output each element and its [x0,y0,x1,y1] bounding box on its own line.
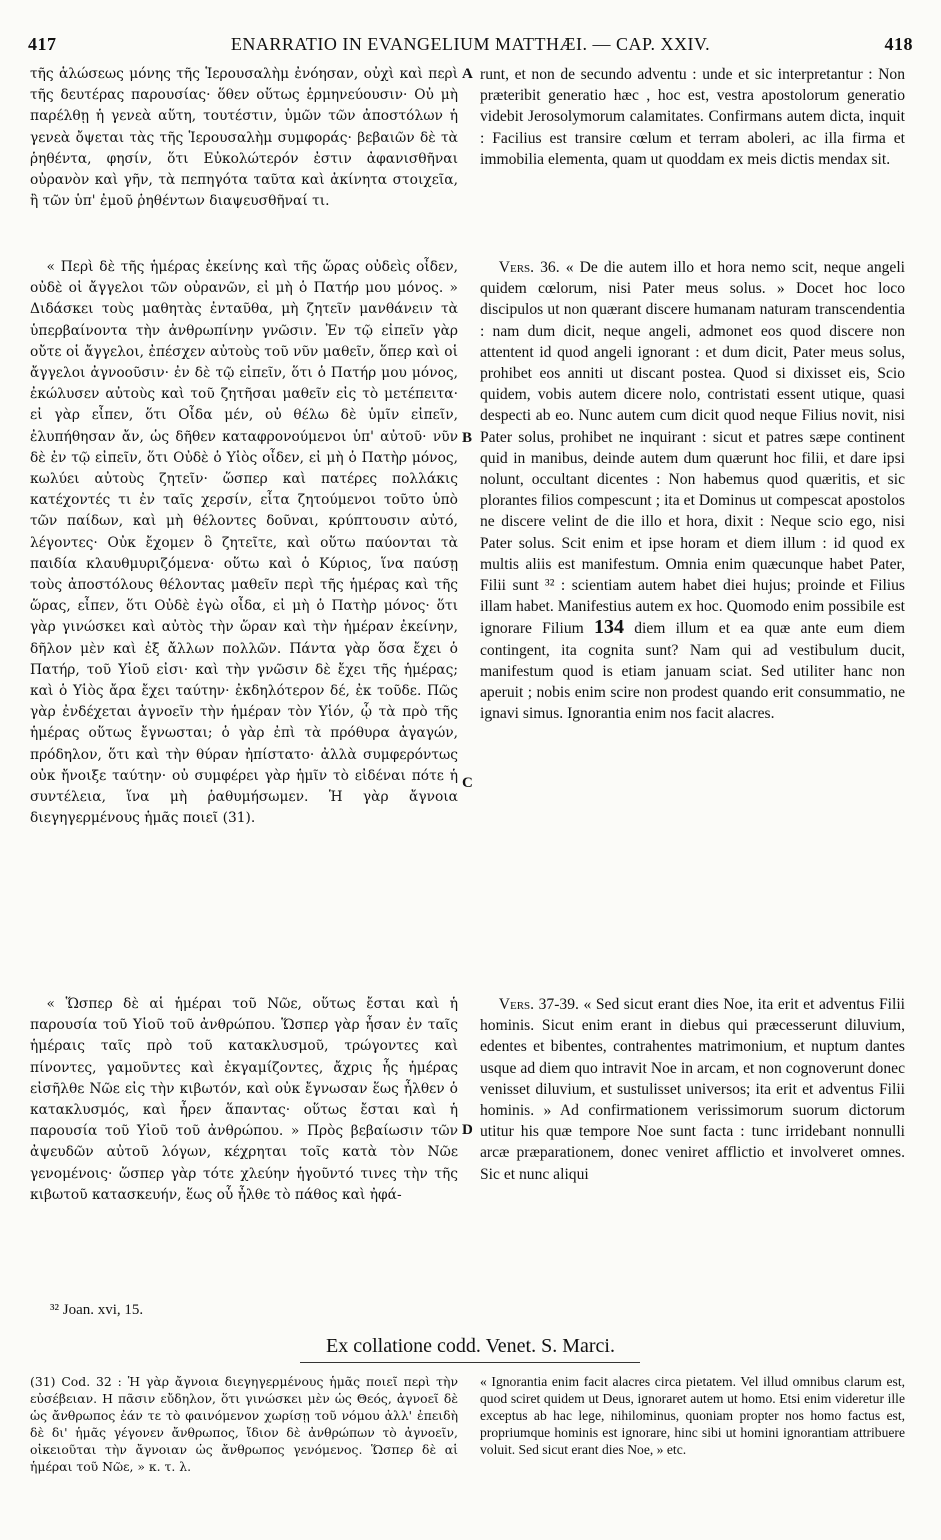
latin-paragraph-3: Vers. 37-39. « Sed sicut erant dies Noe, ita erit et adventus Filii hominis. Sicut enim erant in diebus qui præcesserunt diluvium, edentes et bibentes, contrahentes matrimonium, et nuptum dantes usque ad diem quo intravit Noe in arcam, et non cognoverunt donec venisset diluvium, et sustulisset universos; ita erit et adventus Filii hominis. » Ad confirmationem verissimorum suorum dictorum utitur his quæ tempore Noe sunt facta : tunc irridebant nonnulli arcæ præparationem, donec veniret afflictio et involveret omnes. Sic et nunc aliqui [480,996,906,1183]
greek-paragraph-2: « Περὶ δὲ τῆς ἡμέρας ἐκείνης καὶ τῆς ὥρας οὐδεὶς οἶδεν, οὐδὲ οἱ ἄγγελοι τῶν οὐρανῶν, εἰ μὴ ὁ Πατήρ μου μόνος. » Διδάσκει τοὺς μαθητὰς ἐνταῦθα, μὴ ζητεῖν μανθάνειν τὰ ὑπερβαίνοντα τὴν ἀνθρωπίνην γνῶσιν. Ἐν τῷ εἰπεῖν γὰρ οὔτε οἱ ἄγγελοι, ἐπέσχεν αὐτοὺς τοῦ νῦν μαθεῖν, ὅπερ καὶ οἱ ἄγγελοι ἀγνοοῦσιν· ἐν δὲ τῷ εἰπεῖν, ὅτι ὁ Πατήρ μου μόνος, ἐκώλυσεν αὐτοὺς καὶ τοῦ ζητῆσαι μαθεῖν εἰς τὸ μετέπειτα· εἰ γὰρ εἶπεν, ὅτι Οἶδα μέν, οὐ θέλω δὲ ὑμῖν εἰπεῖν, ἐλυπήθησαν ἄν, ὡς δῆθεν καταφρονούμενοι ὑπ' αὐτοῦ· νῦν δὲ ἐν τῷ εἰπεῖν, ὅτι Οὐδὲ ὁ Υἱὸς οἶδεν, εἰ μὴ ὁ Πατὴρ μόνος, κωλύει αὐτοὺς ζητεῖν· ὥσπερ καὶ πατέρες πολλάκις κατέχοντές τι ἐν ταῖς χερσίν, εἶτα ζητούμενοι τοῦτο ὑπὸ τῶν παίδων, καὶ μὴ θέλοντες δοῦναι, κρύπτουσιν αὐτό, λέγοντες· Οὐκ ἔχομεν ὃ ζητεῖτε, καὶ οὕτω παύονται τὰ παιδία κλαυθμυριζόμενα· οὕτω καὶ ὁ Κύριος, ἵνα παύσῃ τοὺς ἀποστόλους θέλοντας μαθεῖν περὶ τῆς ἡμέρας καὶ τῆς ὥρας, εἶπεν, ὅτι Οὐδὲ ἐγὼ οἶδα, εἰ μὴ ὁ Πατὴρ μόνος· ὅτι γὰρ γινώσκει καὶ αὐτὸς τὴν ὥραν καὶ τὴν ἡμέραν ἐκείνην, δῆλον μὲν καὶ ἐξ ἄλλων πολλῶν. Πάντα γὰρ ὅσα ἔχει ὁ Πατήρ, τοῦ Υἱοῦ εἰσι· καὶ τὴν γνῶσιν δὲ ἔχει τῆς ἡμέρας; καὶ ὁ Υἱὸς ἄρα ἔχει ταύτην· ἐκδηλότερον δέ, ἐκ τοῦδε. Πῶς γὰρ ἐνδέχεται ἀγνοεῖν τὴν ἡμέραν τὸν Υἱόν, ᾧ τὰ πρὸ τῆς ἡμέρας οὕτως ἔγνωσται; ὁ γὰρ ἐπὶ τὰ πρόθυρα ἀγαγών, πρόδηλον, ὅτι καὶ τὴν θύραν ἠπίστατο· ἀλλὰ συμφερόντως οὐκ ἤνοιξε ταύτην· οὐ συμφέρει γὰρ ἡμῖν τὸ εἰδέναι πότε ἡ συντέλεια, ἵνα μὴ ῥαθυμήσωμεν. Ἡ γὰρ ἄγνοια διεγηγερμένους ἡμᾶς ποιεῖ (31). [30,259,458,827]
margin-marker-c: C [462,775,473,791]
greek-paragraph-3: « Ὥσπερ δὲ αἱ ἡμέραι τοῦ Νῶε, οὕτως ἔσται καὶ ἡ παρουσία τοῦ Υἱοῦ τοῦ ἀνθρώπου. Ὥσπερ γὰρ ἦσαν ἐν ταῖς ἡμέραις ταῖς πρὸ τοῦ κατακλυσμοῦ, τρώγοντες καὶ πίνοντες, γαμοῦντες καὶ ἐκγαμίζοντες, ἄχρις ἧς ἡμέρας εἰσῆλθε Νῶε εἰς τὴν κιβωτόν, καὶ οὐκ ἔγνωσαν ἕως ἦλθεν ὁ κατακλυσμός, καὶ ἦρεν ἅπαντας· οὕτως ἔσται καὶ ἡ παρουσία τοῦ Υἱοῦ τοῦ ἀνθρώπου. » Πρὸς βεβαίωσιν τῶν ἀψευδῶν αὐτοῦ λόγων, κέχρηται τοῖς κατὰ τὸν Νῶε γενομένοις· ὥσπερ γὰρ τότε χλεύην ἡγοῦντό τινες τὴν τῆς κιβωτοῦ κατασκευήν, ἕως οὗ ἦλθε τὸ πάθος καὶ ἠφά- [30,996,458,1203]
margin-marker-a: A [462,66,473,82]
collation-note-greek: (31) Cod. 32 : Ἡ γὰρ ἄγνοια διεγηγερμένους ἡμᾶς ποιεῖ περὶ τὴν εὐσέβειαν. Η πᾶσιν εὔδηλον, ὅτι γινώσκει μὲν ὡς Θεός, ἀγνοεῖ δὲ ὡς ἄνθρωπος ἐάν τε τὸ φαινόμενον χωρίσῃ τοῦ νόμου ἀλλ' ἐπειδὴ δὲ δι' ἡμᾶς γέγονεν ἄνθρωπος, ἴδιον δὲ ἀνθρώπων τὸ ἀγνοεῖν, οἰκειοῦται τὴν ἄγνοιαν ὡς ἄνθρωπος γενόμενος. Ὥσπερ δὲ αἱ ἡμέραι τοῦ Νῶε, » κ. τ. λ. [30,1374,458,1474]
latin-paragraph-2: Vers. 36. « De die autem illo et hora nemo scit, neque angeli quidem cœlorum, nisi Pater meus solus. » Docet hoc loco discipulos ut non quærant discere humanam naturam transcendentia : nam dum dicit, neque angeli, admonet eos quod discere non attentent id quod angeli ignorant : et dum dicit, Pater meus solus, prohibet eos anniti ut discant postea. Quod si dixisset eis, Scio quidem, vobis autem dicere nolo, contristati essent utique, quasi despecti ab eo. Nunc autem cum dicit quod neque Filius novit, nisi Pater solus, prohibet ne inquirant : sicut et patres sæpe continent quid in manibus, deinde autem dum quærunt hoc filii, et dare ipsi nolunt, occultant dicentes : Non habemus quod quæritis, et sic plorantes filios compescunt ; ita et Dominus ut compescat apostolos ne discere velint de die illo et hora, dixit : Neque scio ego, nisi Pater solus. Scit enim et ipse horam et diem illum : id quod ex multis aliis est manifestum. Omnia enim quæcunque habet Pater, Filii sunt ³² : scientiam autem habet diei hujus; proinde et Filius illam habet. Manifestius autem ex hoc. Quomodo enim possibile est ignorare Filium 134 diem illum et ea quæ ante eum diem contingent, ita cognita sunt? Nam qui ad vestibulum ducit, manifestum quod is etiam januam sciat. Sed utiliter hanc non aperuit ; nobis enim scire non prodest quando erit consummatio, ne ignavi simus. Ignorantia enim nos facit alacres. [480,259,906,723]
page-number-left: 417 [28,34,57,54]
margin-marker-d: D [462,1122,473,1138]
greek-paragraph-1: τῆς ἁλώσεως μόνης τῆς Ἱερουσαλὴμ ἐνόησαν, οὐχὶ καὶ περὶ τῆς δευτέρας παρουσίας· ὅθεν οὕτως ἑρμηνεύουσιν· Οὐ μὴ παρέλθῃ ἡ γενεὰ αὕτη, τουτέστιν, ὑμῶν τῶν ἀποστόλων ἡ γενεὰ ὄψεται τὰς τῆς Ἱερουσαλὴμ συμφοράς· βεβαιῶν δὲ τὰ ῥηθέντα, φησίν, ὅτι Εὐκολώτερόν ἐστιν ἀφανισθῆναι οὐρανὸν καὶ γῆν, τὰ πεπηγότα ταῦτα καὶ ἀκίνητα στοιχεῖα, ἢ τῶν ὑπ' ἐμοῦ ῥηθέντων διαψευσθῆναί τι. [30,66,458,210]
verse-label-36: Vers. 36. [498,259,560,276]
footnote: ³² Joan. xvi, 15. [50,1302,144,1318]
divider-rule [300,1362,640,1363]
collation-title: Ex collatione codd. Venet. S. Marci. [325,1335,615,1357]
verse-label-37-39: Vers. 37-39. [498,996,579,1013]
margin-marker-b: B [462,430,473,446]
collation-note-latin: « Ignorantia enim facit alacres circa pietatem. Vel illud omnibus clarum est, quod sciret quidem ut Deus, ignoraret autem ut homo. Etsi enim videretur ille exceptus ab hac lege, nihilominus, quoniam propter nos homo factus est, propriumque hominis est ignorare, hinc sibi ut homini ignorantiam attribuere voluit. Sed sicut erant dies Noe, » etc. [480,1374,905,1457]
page-number-right: 418 [884,34,913,54]
running-header [28,34,913,62]
latin-paragraph-1: runt, et non de secundo adventu : unde et sic interpretantur : Non præteribit generatio hæc , hoc est, vestra apostolorum generatio videbit Jerosolymorum calamitates. Confirmans autem dicta, inquit : Facilius est transire cœlum et terram aboleri, ac illa firma et immobilia elementa, quam ut quoddam ex meis dictis mendax sit. [480,66,905,168]
column-number: 134 [594,616,625,639]
running-title: ENARRATIO IN EVANGELIUM MATTHÆI. — CAP. XXIV. [230,34,711,54]
